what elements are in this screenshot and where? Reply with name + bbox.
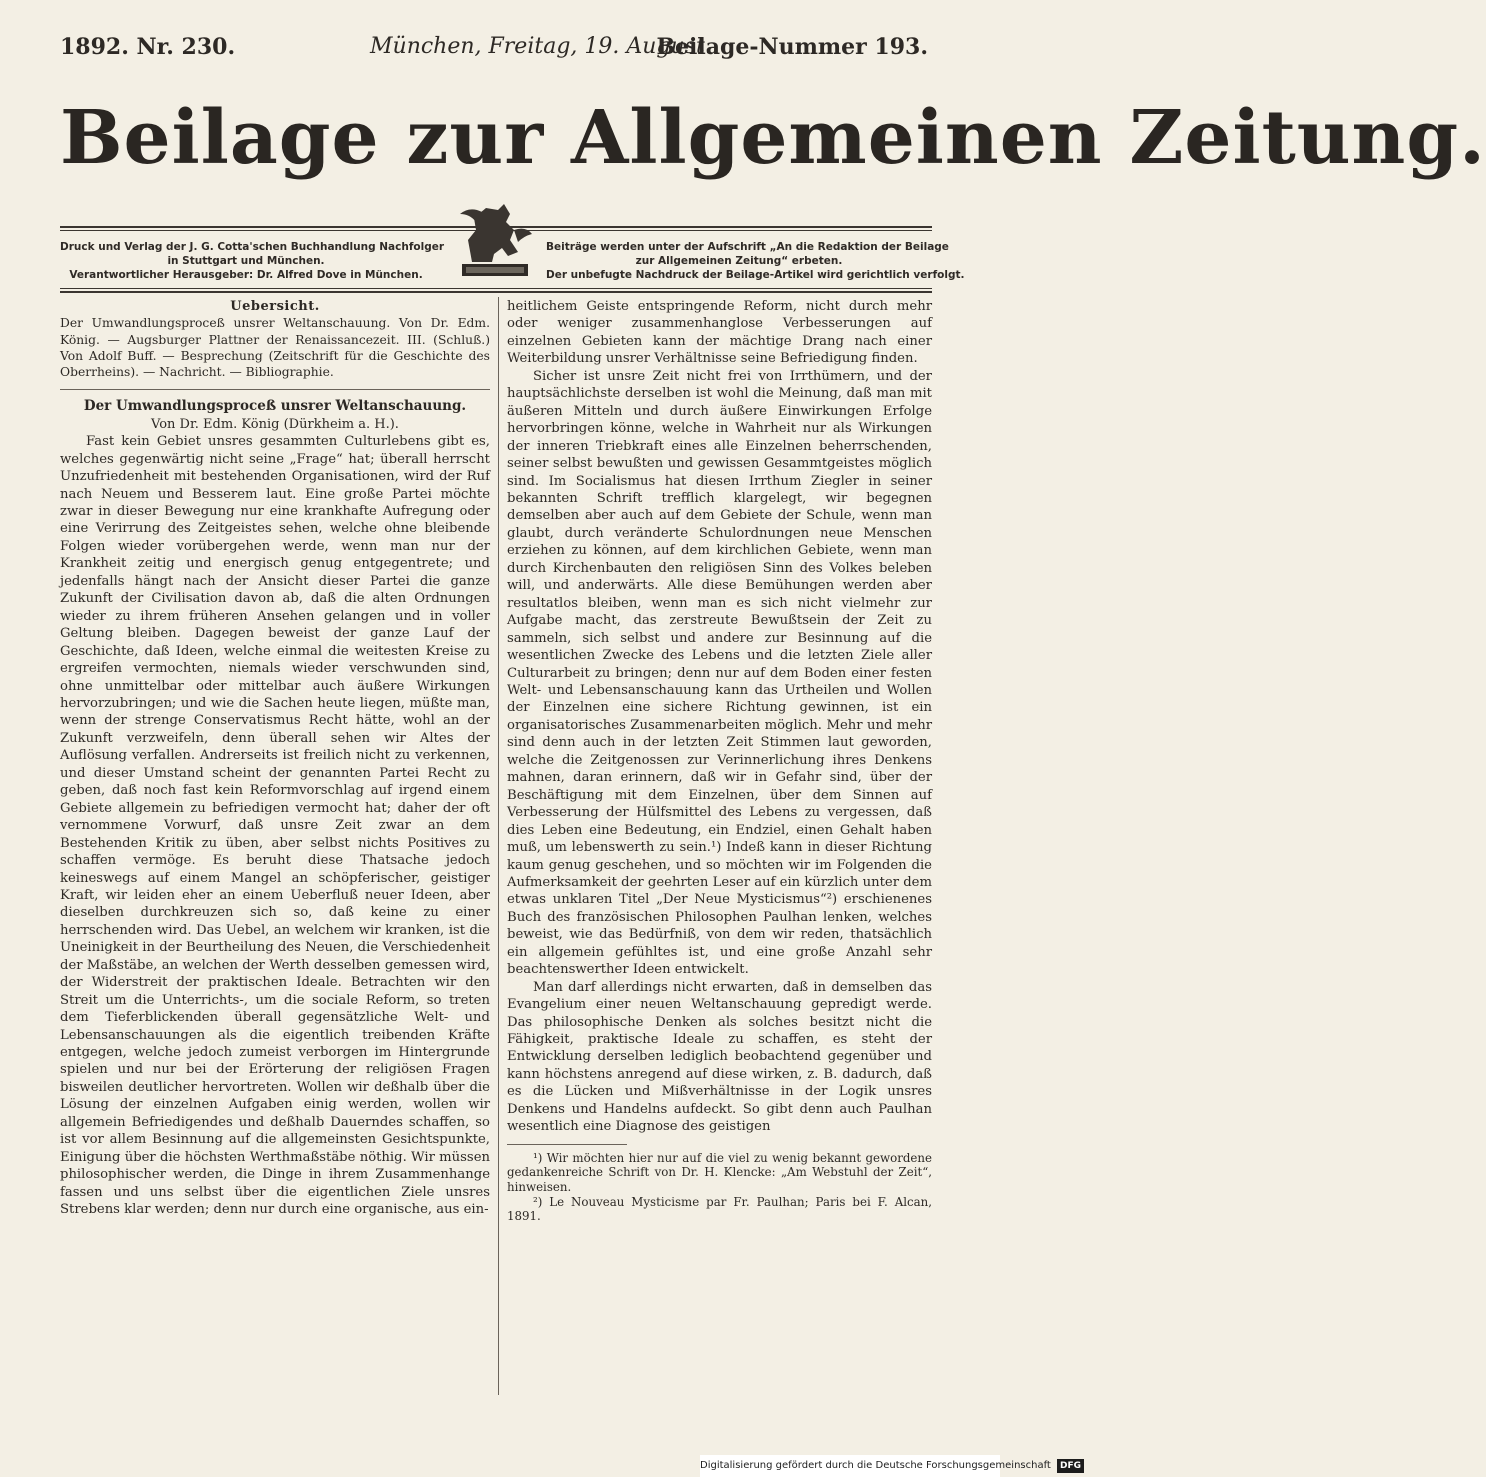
article-paragraph: Man darf allerdings nicht erwarten, daß in demselben das Evangelium einer neuen Weltanschauung gepredigt werde. Das philosophische Denken als solches besitzt nicht die Fähigkeit, praktische Ideale zu schaffen, es steht der Entwicklung derselben lediglich beobachtend gegenüber und kann höchstens anregend auf diese wirken, z. B. dadurch, daß es die Lücken und Mißverhältnisse in der Logik unsres Denkens und Handelns aufdeckt. So gibt denn auch Paulhan wesentlich eine Diagnose des geistigen bbox=[507, 979, 932, 1135]
contents-heading: Uebersicht. bbox=[230, 299, 320, 314]
left-column bbox=[60, 298, 490, 1219]
dfg-logo: DFG bbox=[1057, 1459, 1084, 1473]
imprint-rule-bottom bbox=[60, 291, 932, 293]
column-divider bbox=[498, 297, 499, 1395]
credit-text: Digitalisierung gefördert durch die Deutsche Forschungsgemeinschaft bbox=[700, 1460, 1051, 1471]
section-divider bbox=[60, 389, 490, 390]
imprint-editorial bbox=[546, 240, 965, 282]
article-title: Der Umwandlungsproceß unsrer Weltanschauung. bbox=[83, 398, 467, 415]
article-paragraph: heitlichem Geiste entspringende Reform, nicht durch mehr oder weniger zusammenhanglose Verbesserungen auf einzelnen Gebieten kann der mächtige Drang nach einer Weiterbildung unsrer Verhältnisse seine Befriedigung finden. bbox=[507, 299, 932, 367]
supplement-number: Beilage-Nummer 193. bbox=[656, 34, 928, 60]
article-paragraph: Fast kein Gebiet unsres gesammten Culturlebens gibt es, welches gegenwärtig nicht seine „Frage“ hat; überall herrscht Unzufriedenheit mit bestehenden Organisationen, wird der Ruf nach Neuem und Besserem laut. Eine große Partei möchte zwar in dieser Bewegung nur eine krankhafte Aufregung oder eine Verirrung des Zeitgeistes sehen, welche ohne bleibende Folgen wieder vorübergehen werde, wenn man nur der Krankheit zeitig und energisch genug entgegentrete; und jedenfalls hängt nach der Ansicht dieser Partei die ganze Zukunft der Civilisation davon ab, daß die alten Ordnungen wieder zu ihrem früheren Ansehen gelangen und in voller Geltung bleiben. Dagegen beweist der ganze Lauf der Geschichte, daß Ideen, welche einmal die weitesten Kreise zu ergreifen vermochten, niemals wieder verschwunden sind, ohne unmittelbar oder mittelbar auch äußere Wirkungen hervorzubringen; und wie die Sachen heute liegen, müßte man, wenn der strenge Conservatismus Recht hätte, wohl an der Zukunft verzweifeln, denn überall sehen wir Altes der Auflösung verfallen. Andrerseits ist freilich nicht zu verkennen, und dieser Umstand scheint der genannten Partei Recht zu geben, daß noch fast kein Reformvorschlag auf irgend einem Gebiete allgemein zu befriedigen vermocht hat; daher der oft vernommene Vorwurf, daß unsre Zeit zwar an dem Bestehenden Kritik zu üben, aber selbst nichts Positives zu schaffen vermöge. Es beruht diese Thatsache jedoch keineswegs auf einem Mangel an schöpferischer, geistiger Kraft, wir leiden eher an einem Ueberfluß neuer Ideen, aber dieselben durchkreuzen sich so, daß keine zu einer herrschenden wird. Das Uebel, an welchem wir kranken, ist die Uneinigkeit in der Beurtheilung des Neuen, die Verschiedenheit der Maßstäbe, an welchen der Werth desselben gemessen wird, der Widerstreit der praktischen Ideale. Betrachten wir den Streit um die Unterrichts-, um die sociale Reform, so treten dem Tieferblickenden überall gegensätzliche Welt- und Lebensanschauungen als die eigentlich treibenden Kräfte entgegen, welche jedoch zumeist verborgen im Hintergrunde spielen und nur bei der Erörterung der religiösen Fragen bisweilen deutlicher hervortreten. Wollen wir deßhalb über die Lösung der einzelnen Aufgaben einig werden, wollen wir allgemein Befriedigendes und deßhalb Dauerndes schaffen, so ist vor allem Besinnung auf die allgemeinsten Gesichtspunkte, Einigung über die höchsten Werthmaßstäbe nöthig. Wir müssen philosophischer werden, die Dinge in ihrem Zusammenhange fassen und uns selbst über die eigentlichen Ziele unsres Strebens klar werden; denn nur durch eine organische, aus ein- bbox=[60, 434, 490, 1218]
right-column bbox=[507, 298, 932, 1224]
imprint-line: in Stuttgart und München. bbox=[167, 255, 325, 267]
issue-date: München, Freitag, 19. August. bbox=[370, 34, 712, 59]
imprint-line: Verantwortlicher Herausgeber: Dr. Alfred Dove in München. bbox=[69, 269, 423, 281]
article-paragraph: Sicher ist unsre Zeit nicht frei von Irrthümern, und der hauptsächlichste derselben ist wohl die Meinung, daß man mit äußeren Mitteln und durch äußere Einwirkungen Erfolge hervorbringen könne, welche in Wahrheit nur als Wirkungen der inneren Triebkraft eines alle Einzelnen beherrschenden, seiner selbst bewußten und gewissen Gesammtgeistes möglich sind. Im Socialismus hat diesen Irrthum Ziegler in seiner bekannten Schrift trefflich klargelegt, wir begegnen demselben aber auch auf dem Gebiete der Schule, wenn man glaubt, durch veränderte Schulordnungen neue Menschen erziehen zu können, auf dem kirchlichen Gebiete, wenn man durch Kirchenbauten den religiösen Sinn des Volkes beleben will, und anderwärts. Alle diese Bemühungen werden aber resultatlos bleiben, wenn man es sich nicht vielmehr zur Aufgabe macht, das zerstreute Bewußtsein der Zeit zu sammeln, sich selbst und andere zur Besinnung auf die wesentlichen Zwecke des Lebens und die letzten Ziele aller Culturarbeit zu bringen; denn nur auf dem Boden einer festen Welt- und Lebensanschauung kann das Urtheilen und Wollen der Einzelnen eine sichere Richtung gewinnen, ist ein organisatorisches Zusammenarbeiten möglich. Mehr und mehr sind denn auch in der letzten Zeit Stimmen laut geworden, welche die Zeitgenossen zur Verinnerlichung ihres Denkens mahnen, daran erinnern, daß wir in Gefahr sind, über der Beschäftigung mit dem Einzelnen, über dem Sinnen auf Verbesserung der Hülfsmittel des Lebens zu vergessen, daß dies Leben eine Bedeutung, ein Endziel, einen Gehalt haben muß, um lebenswerth zu sein.¹) Indeß kann in dieser Richtung kaum genug geschehen, und so möchten wir im Folgenden die Aufmerksamkeit der geehrten Leser auf ein kürzlich unter dem etwas unklaren Titel „Der Neue Mysticismus“²) erschienenes Buch des französischen Philosophen Paulhan lenken, welches beweist, wie das Bedürfniß, von dem wir reden, thatsächlich ein allgemein gefühltes ist, und eine große Anzahl sehr beachtenswerther Ideen entwickelt. bbox=[507, 368, 932, 978]
imprint-line: Beiträge werden unter der Aufschrift „An die Redaktion der Beilage bbox=[546, 241, 949, 253]
contents-list: Der Umwandlungsproceß unsrer Weltanschauung. Von Dr. Edm. König. — Augsburger Plattner der Renaissancezeit. III. (Schluß.) Von Adolf Buff. — Besprechung (Zeitschrift für die Geschichte des Oberrheins). — Nachricht. — Bibliographie. bbox=[60, 316, 490, 380]
imprint-rule-top bbox=[60, 288, 932, 289]
masthead-title: Beilage zur Allgemeinen Zeitung. bbox=[60, 95, 1486, 181]
footnote: ²) Le Nouveau Mysticisme par Fr. Paulhan; Paris bei F. Alcan, 1891. bbox=[507, 1194, 932, 1224]
footnote-rule bbox=[507, 1144, 627, 1145]
imprint-publisher bbox=[60, 240, 445, 282]
digitization-credit bbox=[700, 1455, 1082, 1477]
lion-emblem-icon bbox=[452, 200, 538, 282]
article-byline: Von Dr. Edm. König (Dürkheim a. H.). bbox=[151, 416, 399, 432]
imprint-line: zur Allgemeinen Zeitung“ erbeten. bbox=[635, 255, 843, 267]
issue-header bbox=[60, 34, 928, 64]
issue-number: 1892. Nr. 230. bbox=[60, 34, 236, 60]
footnote: ¹) Wir möchten hier nur auf die viel zu wenig bekannt gewordene gedankenreiche Schrift von Dr. H. Klencke: „Am Webstuhl der Zeit“, hinweisen. bbox=[507, 1150, 932, 1194]
imprint-line: Druck und Verlag der J. G. Cotta'schen Buchhandlung Nachfolger bbox=[60, 241, 445, 253]
imprint-line: Der unbefugte Nachdruck der Beilage-Artikel wird gerichtlich verfolgt. bbox=[546, 269, 965, 281]
